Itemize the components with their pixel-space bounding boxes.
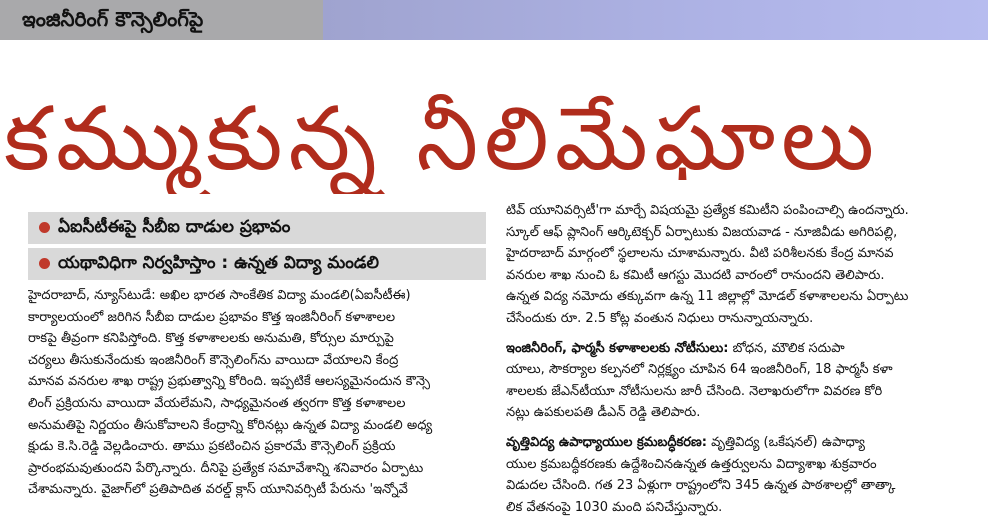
red-bullet-icon — [39, 222, 50, 233]
text-line: యుల క్రమబద్ధీకరణకు ఉద్దేశించినఉన్నత ఉత్తర్వులను విద్యాశాఖ శుక్రవారం — [506, 456, 877, 472]
paragraph-lead: ఇంజినీరింగ్, ఫార్మసీ కళాశాలలకు నోటీసులు: — [506, 340, 729, 356]
red-bullet-icon — [39, 258, 50, 269]
text-line: రాకపై తీవ్రంగా కనిపిస్తోంది. కొత్త కళాశాలలకు అనుమతి, కోర్సుల మార్పుపై — [28, 331, 394, 347]
headline: కమ్ముకున్న నీలిమేఘాలు — [4, 87, 881, 190]
subhead-box-2 — [28, 248, 486, 280]
text-run: బోధన, మౌలిక సదుపా — [728, 340, 845, 356]
section-tag-bar — [0, 0, 988, 40]
text-line: అనుమతిపై నిర్ణయం తీసుకోవాలని కేంద్రాన్ని కోరినట్లు ఉన్నత విద్యా మండలి అధ్య — [28, 417, 433, 433]
text-line: లింగ్ ప్రక్రియను వాయిదా వేయలేమని, సాధ్యమైనంత త్వరగా కొత్త కళాశాలల — [28, 395, 406, 411]
paragraph-lead: వృత్తివిద్య ఉపాధ్యాయుల క్రమబద్ధీకరణ: — [506, 434, 707, 450]
text-line: చేసేందుకు రూ. 2.5 కోట్ల వంతున నిధులు రానున్నాయన్నారు. — [506, 310, 814, 326]
text-line — [506, 432, 978, 454]
text-line: స్కూల్ ఆఫ్ ప్లానింగ్ ఆర్కిటెక్చర్ ఏర్పాటుకు విజయవాడ - నూజివీడు అగిరిపల్లి, — [506, 224, 898, 240]
right-column — [506, 200, 978, 518]
text-line: హైదరాబాద్ మార్గంలో స్థలాలను చూశామన్నారు. వీటి పరిశీలనకు కేంద్ర మానవ — [506, 246, 894, 262]
text-line: చేశామన్నారు. వైజాగ్‌లో ప్రతిపాదిత వరల్డ్ క్లాస్ యూనివర్సిటీ పేరును 'ఇన్నోవే — [28, 482, 408, 498]
text-line: చర్యలు తీసుకునేందుకు ఇంజినీరింగ్ కౌన్సెలింగ్‌ను వాయిదా వేయాలని కేంద్ర — [28, 352, 399, 368]
text-line: శాలలకు జేఎన్‌టీయూ నోటీసులను జారీ చేసింది. నెలాఖరులోగా వివరణ కోరి — [506, 383, 883, 399]
text-line: విడుదల చేసింది. గత 23 ఏళ్లుగా రాష్ట్రంలోని 345 ఉన్నత పాఠశాలల్లో తాత్కా — [506, 478, 896, 494]
text-line: యాలు, సౌకర్యాల కల్పనలో నిర్లక్ష్యం చూపిన 64 ఇంజినీరింగ్, 18 ఫార్మసీ కళా — [506, 362, 893, 378]
text-line: లిక వేతనంపై 1030 మంది పనిచేస్తున్నారు. — [506, 499, 723, 515]
text-line: నట్లు ఉపకులపతి డీఎన్ రెడ్డి తెలిపారు. — [506, 405, 701, 421]
text-line: మానవ వనరుల శాఖ రాష్ట్ర ప్రభుత్వాన్ని కోరింది. ఇప్పటికే ఆలస్యమైనందున కౌన్సె — [28, 374, 431, 390]
section-tag-text: ఇంజినీరింగ్ కౌన్సెలింగ్‌పై — [22, 7, 204, 31]
subhead-box-1 — [28, 212, 486, 244]
text-line: ఉన్నత విద్య నమోదు తక్కువగా ఉన్న 11 జిల్లాల్లో మోడల్ కళాశాలలను ఏర్పాటు — [506, 289, 909, 305]
text-line: వనరుల శాఖ నుంచి ఓ కమిటీ ఆగస్టు మొదటి వారంలో రానుందని తెలిపారు. — [506, 267, 885, 283]
text-line: టివ్ యూనివర్సిటీ'గా మార్చే విషయమై ప్రత్యేక కమిటీని పంపించాల్సి ఉందన్నారు. — [506, 203, 909, 218]
section-tag-right-panel — [323, 0, 988, 40]
text-line: ప్రారంభమవుతుందని పేర్కొన్నారు. దీనిపై ప్రత్యేక సమావేశాన్ని శనివారం ఏర్పాటు — [28, 460, 424, 476]
subhead-1: ఏఐసీటీఈపై సీబీఐ దాడుల ప్రభావం — [58, 217, 291, 237]
text-line: క్షుడు కె.సి.రెడ్డి వెల్లడించారు. తాము ప్రకటించిన ప్రకారమే కౌన్సెలింగ్ ప్రక్రియ — [28, 439, 396, 455]
text-line: హైదరాబాద్, న్యూస్‌టుడే: అఖిల భారత సాంకేతిక విద్యా మండలి(ఏఐసీటీఈ) — [28, 288, 411, 303]
subhead-2: యథావిధిగా నిర్వహిస్తాం : ఉన్నత విద్యా మండలి — [58, 253, 379, 273]
text-line: కార్యాలయంలో జరిగిన సీబీఐ దాడుల ప్రభావం కొత్త ఇంజినీరింగ్ కళాశాలల — [28, 309, 396, 325]
text-line — [506, 338, 978, 360]
left-column — [28, 285, 490, 501]
text-run: వృత్తివిద్య (ఒకేషనల్) ఉపాధ్యా — [706, 434, 865, 450]
